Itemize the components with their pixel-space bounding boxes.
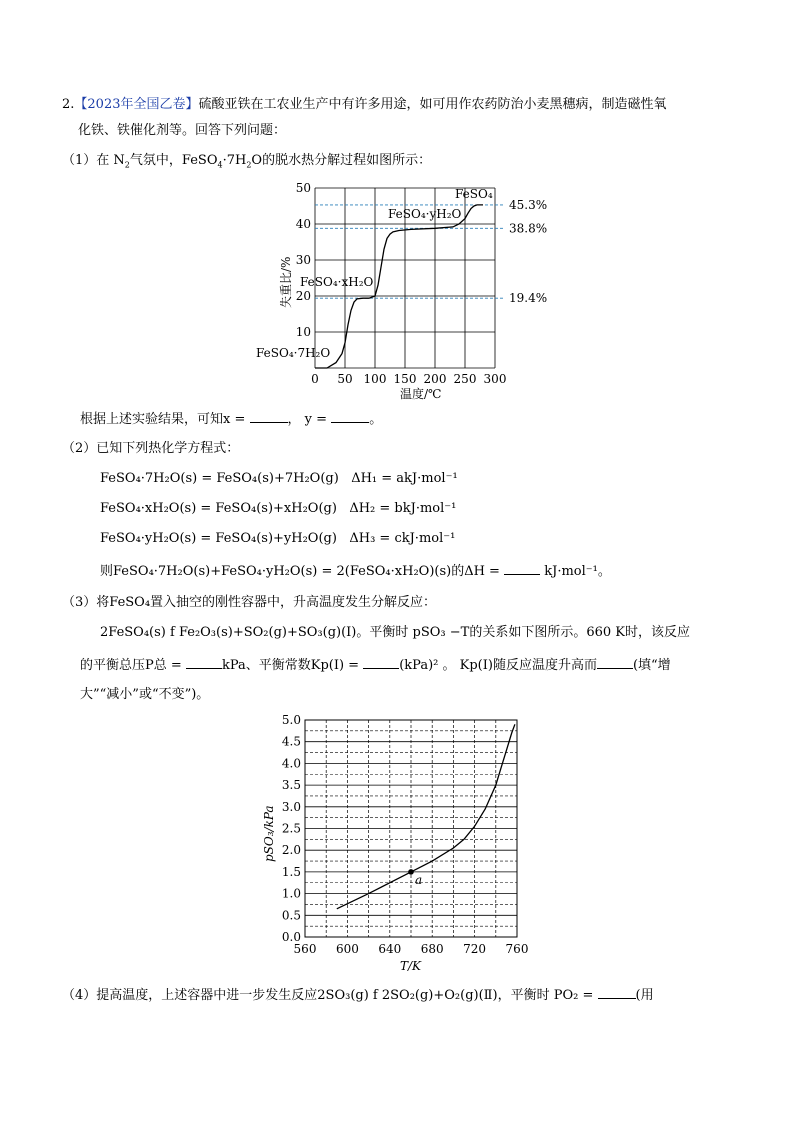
- chart2-xtick-label: 560: [293, 942, 317, 956]
- chart2-xlabel: T/K: [400, 959, 422, 973]
- part3-line4: 大”“减小”或“不变”)。: [80, 687, 210, 702]
- chart1-annotation-feso4: FeSO₄: [455, 187, 493, 201]
- chart2-xtick-label: 720: [463, 942, 487, 956]
- part3-reaction: 2FeSO₄(s) f Fe₂O₃(s)+SO₂(g)+SO₃(g)(Ⅰ)。平衡时 pSO₃ −T的关系如下图所示。660 K时，该反应: [100, 625, 691, 640]
- chart2-ytick-label: 2.5: [281, 821, 301, 836]
- chart1-xtick-label: 50: [337, 372, 353, 386]
- chart1-xtick-label: 250: [453, 372, 477, 386]
- chart2-ytick-label: 4.5: [281, 734, 301, 749]
- part2-combo: 则FeSO₄·7H₂O(s)+FeSO₄·yH₂O(s) = 2(FeSO₄·xH₂O)(s)的ΔH = kJ·mol⁻¹。: [100, 564, 611, 579]
- chart2-ytick-label: 3.5: [281, 778, 301, 793]
- chart2-ytick-label: 1.0: [281, 886, 301, 901]
- question-source: 【2023年全国乙卷】: [74, 97, 199, 112]
- part1-result: 根据上述实验结果，可知x = ， y = 。: [80, 412, 383, 427]
- chart1-ytick-label: 10: [295, 325, 311, 339]
- chart1-xtick-label: 100: [363, 372, 387, 386]
- part3-prompt: （3）将FeSO₄置入抽空的刚性容器中，升高温度发生分解反应：: [62, 595, 437, 610]
- chart2-ylabel: pSO₃/kPa: [262, 805, 276, 862]
- chart2-ytick-label: 3.0: [281, 799, 301, 814]
- chart2-xtick-label: 640: [378, 942, 402, 956]
- chart2-point-label: a: [415, 872, 423, 887]
- chart2-ytick-label: 0.5: [281, 908, 301, 923]
- chart1-xlabel: 温度/℃: [400, 387, 442, 401]
- chart1-annotation-7: FeSO₄·7H₂O: [256, 346, 331, 360]
- chart2-xtick-label: 760: [505, 942, 529, 956]
- chart2-curve: [337, 724, 515, 909]
- question-intro-line2: 化铁、铁催化剂等。回答下列问题：: [78, 123, 287, 138]
- chart1-reference-label: 38.8%: [509, 221, 548, 236]
- chart2-ytick-label: 1.5: [281, 864, 301, 879]
- chart1-annotation-y: FeSO₄·yH₂O: [388, 207, 462, 221]
- part2-eq2: FeSO₄·xH₂O(s) = FeSO₄(s)+xH₂O(g) ΔH₂ = bkJ·mol⁻¹: [100, 501, 457, 516]
- chart1-reference-label: 45.3%: [509, 197, 548, 212]
- chart1-ytick-label: 50: [295, 181, 311, 195]
- part2-prompt: （2）已知下列热化学方程式：: [62, 441, 240, 456]
- chart2-xtick-label: 680: [420, 942, 444, 956]
- chart2-ytick-label: 4.0: [281, 756, 301, 771]
- chart2-ticks: [282, 713, 529, 956]
- chart1-reference-label: 19.4%: [509, 291, 548, 306]
- chart2-xtick-label: 600: [335, 942, 359, 956]
- chart1-xtick-label: 200: [423, 372, 447, 386]
- chart2-grid: [305, 720, 517, 937]
- chart1-annotation-x: FeSO₄·xH₂O: [300, 275, 374, 289]
- chart2-ytick-label: 0.0: [281, 930, 301, 944]
- pso3-temperature-chart: [255, 712, 545, 974]
- chart2-point-a: [408, 869, 414, 875]
- chart1-ytick-label: 30: [295, 253, 311, 267]
- part2-eq3: FeSO₄·yH₂O(s) = FeSO₄(s)+yH₂O(g) ΔH₃ = ckJ·mol⁻¹: [100, 531, 456, 546]
- part1-prompt: （1）在 $N_2$气氛中，$FeSO_4\cdot 7H_2O$的脱水热分解过程如图所示：: [62, 153, 432, 170]
- part4-prompt: （4）提高温度，上述容器中进一步发生反应2SO₃(g) f 2SO₂(g)+O₂(g)(Ⅱ)，平衡时 PO₂ = (用: [62, 988, 654, 1003]
- chart2-ytick-label: 2.0: [281, 843, 301, 858]
- chart2-ytick-label: 5.0: [281, 713, 301, 727]
- part2-eq1: FeSO₄·7H₂O(s) = FeSO₄(s)+7H₂O(g) ΔH₁ = akJ·mol⁻¹: [100, 471, 458, 486]
- chart1-ytick-label: 40: [295, 217, 311, 231]
- part3-line3: 的平衡总压P总 = kPa、平衡常数Kp(Ⅰ) = (kPa)² 。 Kp(Ⅰ)随反应温度升高而 (填“增: [80, 658, 671, 673]
- chart1-xtick-label: 150: [393, 372, 417, 386]
- chart1-ylabel: 失重比/%: [279, 256, 293, 308]
- chart1-ytick-label: 20: [295, 289, 311, 303]
- chart1-xtick-label: 300: [483, 372, 507, 386]
- dehydration-chart: [250, 180, 580, 402]
- question-number: 2.: [62, 97, 75, 112]
- question-intro-line1: 2.【2023年全国乙卷】硫酸亚铁在工农业生产中有许多用途，如可用作农药防治小麦黑穗病，制造磁性氧: [62, 97, 667, 112]
- chart1-xtick-label: 0: [311, 372, 319, 386]
